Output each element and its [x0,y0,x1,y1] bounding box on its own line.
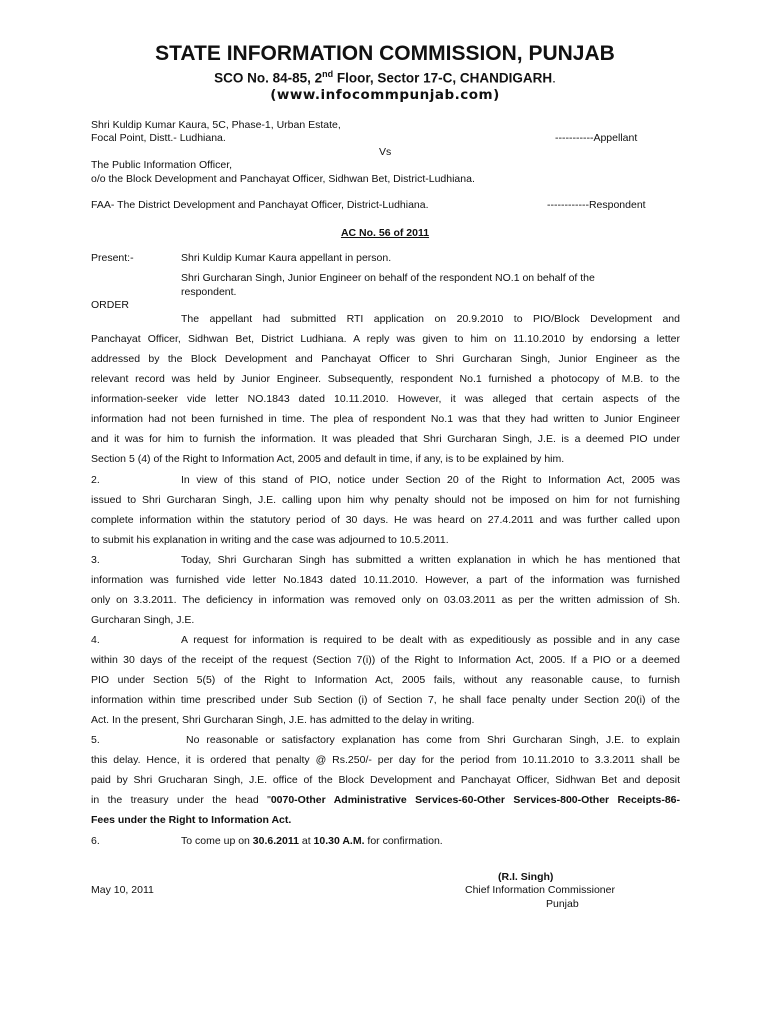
para3-line: Gurcharan Singh, J.E. [91,614,195,626]
para5-line: this delay. Hence, it is ordered that penalty @ Rs.250/- per day for the period from 10.11.2010 to 3.3.2011 shall be [91,754,680,766]
para2-number: 2. [91,474,100,486]
para6-text-c: for confirmation. [364,835,443,847]
signatory-name: (R.I. Singh) [498,871,554,883]
treasury-head: 0070-Other Administrative Services-60-Other Services-800-Other Receipts-86- [270,794,680,806]
present-line2b: respondent. [181,286,237,298]
para6-text-b: at [298,835,314,847]
commission-address [0,69,770,86]
para1-line: The appellant had submitted RTI application on 20.9.2010 to PIO/Block Development and [181,313,680,325]
para6-text-a: To come up on [181,835,253,847]
para4-line: within 30 days of the receipt of the request (Section 7(i)) of the Right to Information Act, 2005. If a PIO or a deemed [91,654,680,666]
para5-number: 5. [91,734,100,746]
para4-line: information within time prescribed under Sub Section (i) of Section 7, he shall face penalty under Section 20(i) of the [91,694,680,706]
order-date: May 10, 2011 [91,884,154,896]
versus: Vs [379,146,392,158]
address-sup: nd [322,69,334,79]
appellant-label: -----------Appellant [555,132,638,144]
para6-number: 6. [91,835,100,847]
para3-line: Today, Shri Gurcharan Singh has submitted a written explanation in which he has mentioned that [181,554,680,566]
para1-line: relevant record was held by Junior Engineer. Subsequently, respondent No.1 furnished a photocopy of M.B. to the [91,373,680,385]
para3-line: only on 3.3.2011. The deficiency in information was removed only on 03.03.2011 as per the written admission of Sh. [91,594,680,606]
page-title: STATE INFORMATION COMMISSION, PUNJAB [155,42,615,65]
hearing-time: 10.30 A.M. [313,835,365,847]
para1-line: addressed by the Block Development and Panchayat Officer to Shri Gurcharan Singh, Junior Engineer as the [91,353,680,365]
para2-line: issued to Shri Gurcharan Singh, J.E. calling upon him why penalty should not be imposed on him for not furnishing [91,494,680,506]
para1-line: Panchayat Officer, Sidhwan Bet, District Ludhiana. A reply was given to him on 11.10.2010 by endorsing a letter [91,333,680,345]
case-number: AC No. 56 of 2011 [340,227,430,239]
para1-line: information had not been furnished in time. The plea of respondent No.1 was that they had written to Junior Engineer [91,413,680,425]
respondent-label: ------------Respondent [547,199,646,211]
present-line1: Shri Kuldip Kumar Kaura appellant in person. [181,252,392,264]
address-end: . [552,70,556,86]
para4-line: Act. In the present, Shri Gurcharan Singh, J.E. has admitted to the delay in writing. [91,714,475,726]
para5-line4-plain: in the treasury under the head " [91,794,271,806]
para2-line: to submit his explanation in writing and the case was adjourned to 10.5.2011. [91,534,449,546]
appellant-line1: Shri Kuldip Kumar Kaura, 5C, Phase-1, Urban Estate, [91,119,341,131]
website: (www.infocommpunjab.com) [270,87,500,103]
para1-line: Section 5 (4) of the Right to Information Act, 2005 and default in time, if any, is to be explained by him. [91,453,565,465]
order-label: ORDER [91,299,129,311]
para5-line: No reasonable or satisfactory explanation has come from Shri Gurcharan Singh, J.E. to explain [186,734,680,746]
para3-number: 3. [91,554,100,566]
para4-line: PIO under Section 5(5) of the Right to Information Act, 2005 fails, without any reasonable cause, to furnish [91,674,680,686]
appellant-line2: Focal Point, Distt.- Ludhiana. [91,132,226,144]
para5-line [91,794,680,806]
para5-line: paid by Shri Grucharan Singh, J.E. office of the Block Development and Panchayat Officer, Sidhwan Bet and deposit [91,774,680,786]
signatory-designation: Chief Information Commissioner [465,884,615,896]
present-label: Present:- [91,252,134,264]
respondent-line1: The Public Information Officer, [91,159,233,171]
para2-line: complete information within the statutory period of 30 days. He was heard on 27.4.2011 and was further called upon [91,514,680,526]
para4-number: 4. [91,634,100,646]
para1-line: information-seeker vide letter NO.1843 dated 10.11.2010. However, it was alleged that certain aspects of the [91,393,680,405]
para2-line: In view of this stand of PIO, notice under Section 20 of the Right to Information Act, 2005 was [181,474,680,486]
address-part1: SCO No. 84-85, 2 [214,70,323,86]
signatory-place: Punjab [546,898,579,910]
address-part2: Floor, Sector 17-C, CHANDIGARH [333,70,553,86]
para4-line: A request for information is required to be dealt with as expeditiously as possible and in any case [181,634,680,646]
present-line2a: Shri Gurcharan Singh, Junior Engineer on behalf of the respondent NO.1 on behalf of the [181,272,595,284]
hearing-date: 30.6.2011 [252,835,299,847]
respondent-line2: o/o the Block Development and Panchayat Officer, Sidhwan Bet, District-Ludhiana. [91,173,475,185]
para3-line: information was furnished vide letter No.1843 dated 10.11.2010. However, a part of the information was furnished [91,574,680,586]
para1-line: and it was for him to furnish the information. It was pleaded that Shri Gurcharan Singh, J.E. is a deemed PIO under [91,433,680,445]
para5-line: Fees under the Right to Information Act. [91,814,292,826]
faa-line: FAA- The District Development and Panchayat Officer, District-Ludhiana. [91,199,429,211]
para6-line [181,835,443,847]
